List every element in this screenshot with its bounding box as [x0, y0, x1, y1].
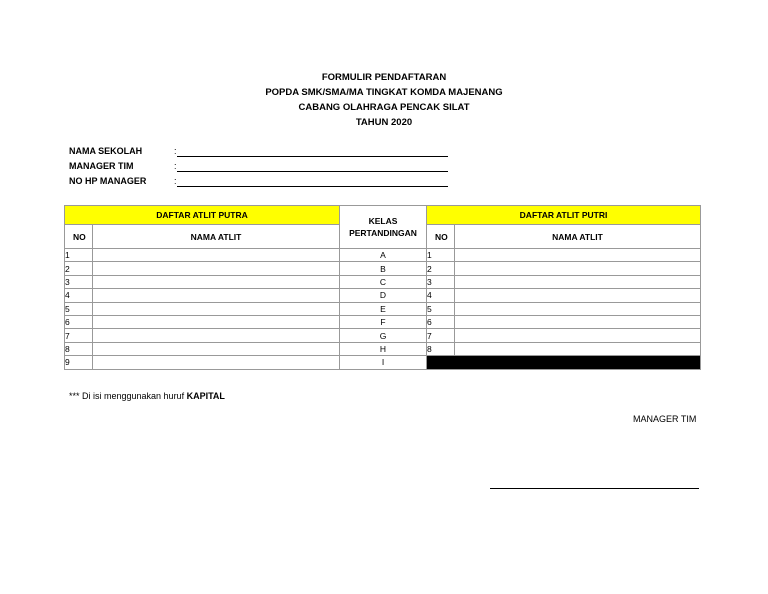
male-athlete-name-cell[interactable] [93, 289, 340, 302]
female-row-number: 3 [427, 275, 455, 288]
female-athlete-name-cell[interactable] [455, 275, 701, 288]
table-row [65, 329, 701, 342]
field-colon: : [174, 176, 177, 186]
sport-branch: CABANG OLAHRAGA PENCAK SILAT [298, 102, 470, 113]
field-school-name [69, 145, 469, 160]
field-colon: : [174, 146, 177, 156]
female-athlete-name-cell[interactable] [455, 342, 701, 355]
female-row-number: 7 [427, 329, 455, 342]
event-name: POPDA SMK/SMA/MA TINGKAT KOMDA MAJENANG [265, 87, 503, 98]
school-name-input-line[interactable] [177, 156, 448, 157]
male-name-header: NAMA ATLIT [93, 225, 340, 249]
kelas-label-line1: KELAS [368, 216, 398, 226]
female-athletes-title: DAFTAR ATLIT PUTRI [427, 206, 701, 225]
competition-class-cell: D [340, 289, 427, 302]
male-athlete-name-cell[interactable] [93, 342, 340, 355]
competition-class-cell: E [340, 302, 427, 315]
form-title: FORMULIR PENDAFTARAN [321, 72, 447, 83]
manager-phone-input-line[interactable] [177, 186, 448, 187]
note-text: *** Di isi menggunakan huruf [69, 391, 187, 401]
female-no-header: NO [427, 225, 455, 249]
field-team-manager [69, 160, 469, 175]
male-athlete-name-cell[interactable] [93, 315, 340, 328]
fill-instruction-note [69, 391, 225, 401]
male-athlete-name-cell[interactable] [93, 356, 340, 369]
competition-class-cell: A [340, 249, 427, 262]
table-row [65, 342, 701, 355]
field-manager-phone [69, 175, 469, 190]
female-athlete-name-cell[interactable] [455, 329, 701, 342]
male-athlete-name-cell[interactable] [93, 302, 340, 315]
table-row [65, 275, 701, 288]
athlete-registration-table [64, 205, 701, 370]
male-row-number: 9 [65, 356, 93, 369]
note-emphasis: KAPITAL [186, 391, 225, 401]
male-athlete-name-cell[interactable] [93, 262, 340, 275]
male-row-number: 5 [65, 302, 93, 315]
female-row-number: 1 [427, 249, 455, 262]
table-row [65, 262, 701, 275]
competition-class-cell: G [340, 329, 427, 342]
competition-class-cell: I [340, 356, 427, 369]
team-manager-input-line[interactable] [177, 171, 448, 172]
female-row-number: 2 [427, 262, 455, 275]
male-row-number: 8 [65, 342, 93, 355]
table-row [65, 315, 701, 328]
kelas-label-line2: PERTANDINGAN [349, 228, 417, 238]
competition-class-cell: C [340, 275, 427, 288]
male-row-number: 6 [65, 315, 93, 328]
competition-class-header [340, 206, 427, 249]
female-athlete-name-cell[interactable] [455, 249, 701, 262]
form-fields [69, 145, 469, 190]
blocked-cell [427, 356, 701, 369]
female-row-number: 8 [427, 342, 455, 355]
competition-class-cell: H [340, 342, 427, 355]
field-label: NAMA SEKOLAH [69, 146, 143, 156]
female-athlete-name-cell[interactable] [455, 315, 701, 328]
female-row-number: 6 [427, 315, 455, 328]
field-colon: : [174, 161, 177, 171]
table-row [65, 249, 701, 262]
female-row-number: 5 [427, 302, 455, 315]
signature-line [490, 488, 699, 489]
male-athletes-title: DAFTAR ATLIT PUTRA [65, 206, 340, 225]
male-row-number: 7 [65, 329, 93, 342]
female-athlete-name-cell[interactable] [455, 289, 701, 302]
female-name-header: NAMA ATLIT [455, 225, 701, 249]
signature-title: MANAGER TIM [633, 414, 697, 424]
field-label: NO HP MANAGER [69, 176, 147, 186]
event-year: TAHUN 2020 [355, 117, 413, 128]
female-athlete-name-cell[interactable] [455, 262, 701, 275]
female-row-number: 4 [427, 289, 455, 302]
form-header [0, 70, 768, 130]
male-athlete-name-cell[interactable] [93, 275, 340, 288]
competition-class-cell: F [340, 315, 427, 328]
table-row [65, 302, 701, 315]
female-athlete-name-cell[interactable] [455, 302, 701, 315]
competition-class-cell: B [340, 262, 427, 275]
male-no-header: NO [65, 225, 93, 249]
male-athlete-name-cell[interactable] [93, 249, 340, 262]
field-label: MANAGER TIM [69, 161, 134, 171]
male-row-number: 1 [65, 249, 93, 262]
male-row-number: 2 [65, 262, 93, 275]
male-athlete-name-cell[interactable] [93, 329, 340, 342]
table-row [65, 356, 701, 369]
male-row-number: 4 [65, 289, 93, 302]
male-row-number: 3 [65, 275, 93, 288]
table-row [65, 289, 701, 302]
